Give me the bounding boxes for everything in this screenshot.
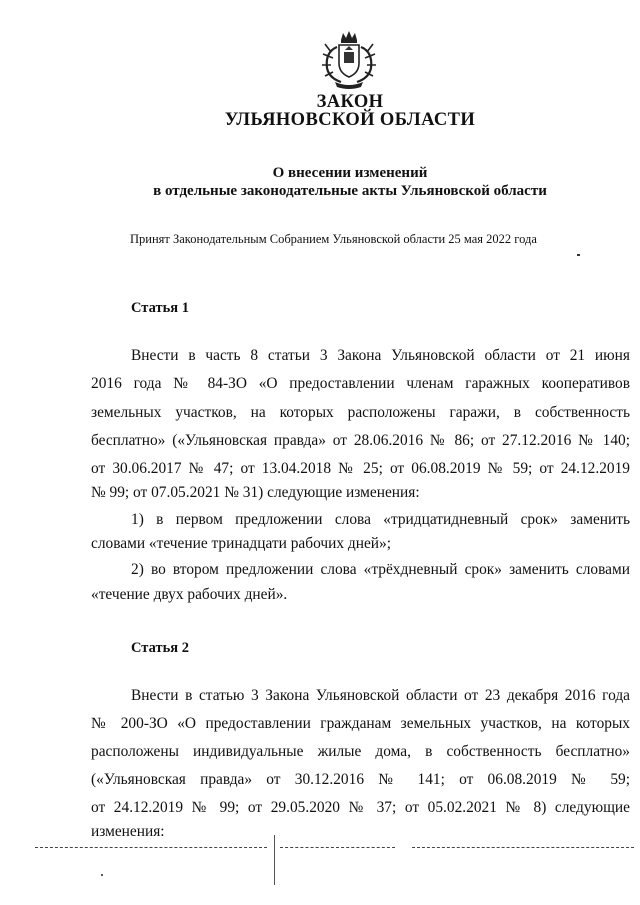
footer-rule-middle (280, 847, 395, 848)
footer-rule-left (35, 847, 267, 848)
scan-speck (577, 254, 580, 256)
article-1-line: земельных участков, на которых расположены гаражи, в собственность (91, 404, 630, 421)
coat-of-arms-icon (317, 30, 381, 90)
scan-speck (101, 874, 103, 876)
article-1-line: от 30.06.2017 № 47; от 13.04.2018 № 25; от 06.08.2019 № 59; от 24.12.2019 (91, 460, 630, 477)
article-1-line: Внести в часть 8 статьи 3 Закона Ульяновской области от 21 июня (131, 347, 630, 364)
article-2-line: от 24.12.2019 № 99; от 29.05.2020 № 37; от 05.02.2021 № 8) следующие (91, 799, 630, 816)
article-1-line: 2016 года № 84-ЗО «О предоставлении членам гаражных кооперативов (91, 375, 630, 392)
article-1-line: словами «течение тринадцати рабочих дней»; (91, 535, 392, 552)
law-title-line1: ЗАКОН (316, 92, 384, 112)
article-2-line: Внести в статью 3 Закона Ульяновской области от 23 декабря 2016 года (131, 687, 630, 704)
article-1-heading: Статья 1 (131, 300, 189, 316)
adoption-note: Принят Законодательным Собранием Ульяновской области 25 мая 2022 года (130, 232, 537, 246)
article-1-line: бесплатно» («Ульяновская правда» от 28.06.2016 № 86; от 27.12.2016 № 140; (91, 432, 630, 449)
law-subject-line2: в отдельные законодательные акты Ульяновской области (153, 183, 547, 199)
article-2-line: («Ульяновская правда» от 30.12.2016 № 141; от 06.08.2019 № 59; (91, 771, 630, 788)
law-title-line2: УЛЬЯНОВСКОЙ ОБЛАСТИ (224, 110, 476, 130)
article-1-line: № 99; от 07.05.2021 № 31) следующие изменения: (91, 484, 420, 501)
article-2-line: изменения: (91, 823, 165, 840)
article-1-line: «течение двух рабочих дней». (91, 586, 288, 603)
law-subject-line1: О внесении изменений (272, 165, 428, 181)
footer-divider (274, 835, 275, 885)
article-1-item-1: 1) в первом предложении слова «тридцатидневный срок» заменить (131, 511, 630, 528)
footer-rule-right (412, 847, 634, 848)
article-2-line: расположены индивидуальные жилые дома, в собственность бесплатно» (91, 743, 630, 760)
article-2-line: № 200-ЗО «О предоставлении гражданам земельных участков, на которых (91, 715, 630, 732)
article-1-item-2: 2) во втором предложении слова «трёхдневный срок» заменить словами (131, 561, 630, 578)
article-2-heading: Статья 2 (131, 640, 189, 656)
